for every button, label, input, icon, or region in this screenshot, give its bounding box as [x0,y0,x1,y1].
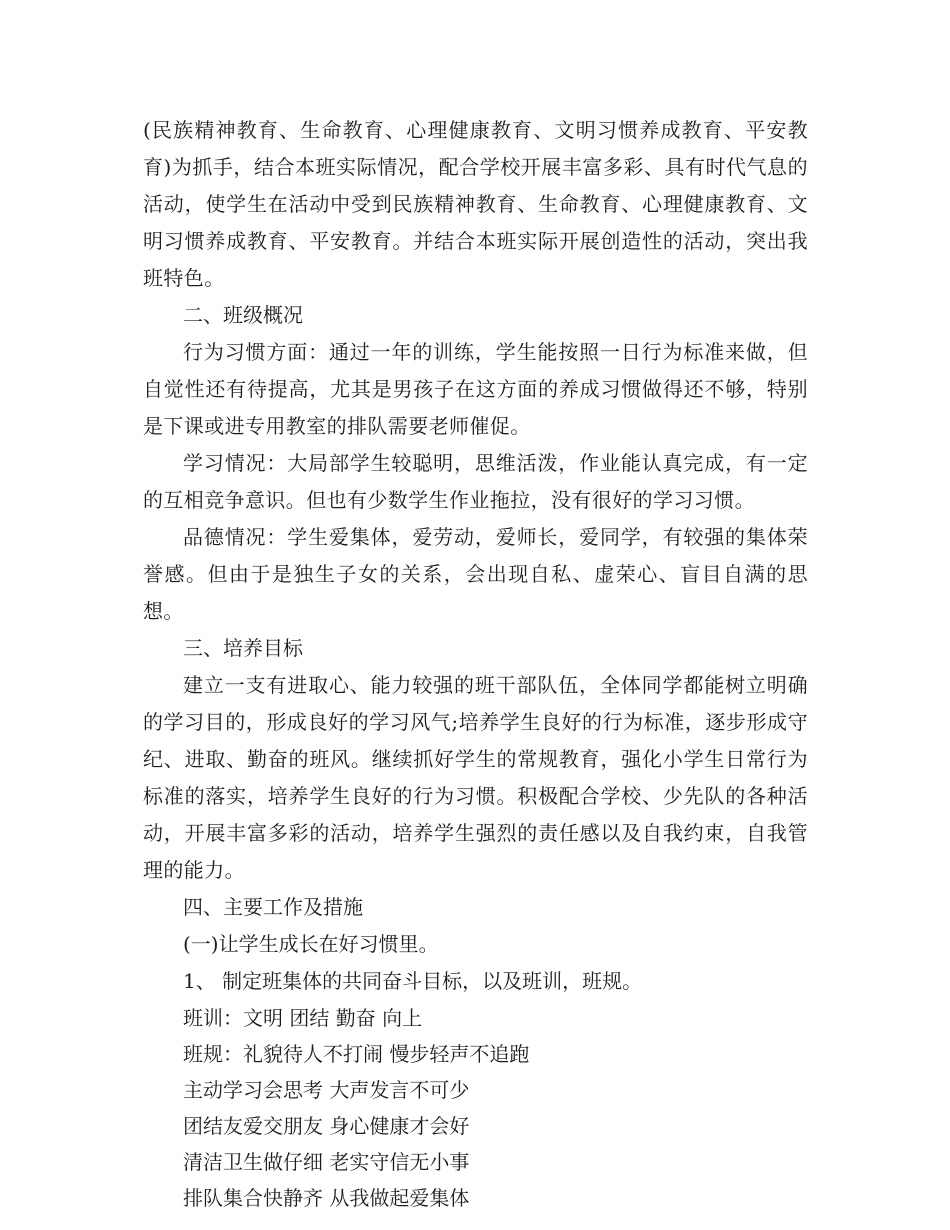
class-rule-line: 排队集合快静齐 从我做起爱集体 [183,1186,470,1210]
item-goal-setting: 1、 制定班集体的共同奋斗目标，以及班训，班规。 [183,969,643,993]
section-heading-measures: 四、主要工作及措施 [183,895,363,919]
behavior-paragraph: 行为习惯方面：通过一年的训练，学生能按照一日行为标准来做，但自觉性还有待提高，尤其是男孩子在这方面的养成习惯做得还不够，特别是下课或进专用教室的排队需要老师催促。 [143,340,808,438]
class-motto: 班训：文明 团结 勤奋 向上 [183,1006,423,1030]
section-heading-goals: 三、培养目标 [183,636,303,660]
class-rule-line: 主动学习会思考 大声发言不可少 [183,1078,470,1102]
class-rule-line: 清洁卫生做仔细 老实守信无小事 [183,1150,470,1174]
goals-paragraph: 建立一支有进取心、能力较强的班干部队伍，全体同学都能树立明确的学习目的，形成良好的学习风气;培养学生良好的行为标准，逐步形成守纪、进取、勤奋的班风。继续抓好学生的常规教育，强化小学生日常行为标准的落实，培养学生良好的行为习惯。积极配合学校、少先队的各种活动，开展丰富多彩的活动，培养学生强烈的责任感以及自我约束，自我管理的能力。 [143,673,808,882]
document-body [143,112,808,1216]
subsection-heading-habits: (一)让学生成长在好习惯里。 [183,932,439,956]
class-rule-line: 班规：礼貌待人不打闹 慢步轻声不追跑 [183,1042,530,1066]
class-rule-line: 团结友爱交朋友 身心健康才会好 [183,1114,470,1138]
morality-paragraph: 品德情况：学生爱集体，爱劳动，爱师长，爱同学，有较强的集体荣誉感。但由于是独生子女的关系，会出现自私、虚荣心、盲目自满的思想。 [143,525,808,623]
section-heading-class-overview: 二、班级概况 [183,303,303,327]
study-paragraph: 学习情况：大局部学生较聪明，思维活泼，作业能认真完成，有一定的互相竞争意识。但也有少数学生作业拖拉，没有很好的学习习惯。 [143,451,808,512]
intro-paragraph: (民族精神教育、生命教育、心理健康教育、文明习惯养成教育、平安教育)为抓手，结合本班实际情况，配合学校开展丰富多彩、具有时代气息的活动，使学生在活动中受到民族精神教育、生命教育、心理健康教育、文明习惯养成教育、平安教育。并结合本班实际开展创造性的活动，突出我班特色。 [143,118,808,290]
